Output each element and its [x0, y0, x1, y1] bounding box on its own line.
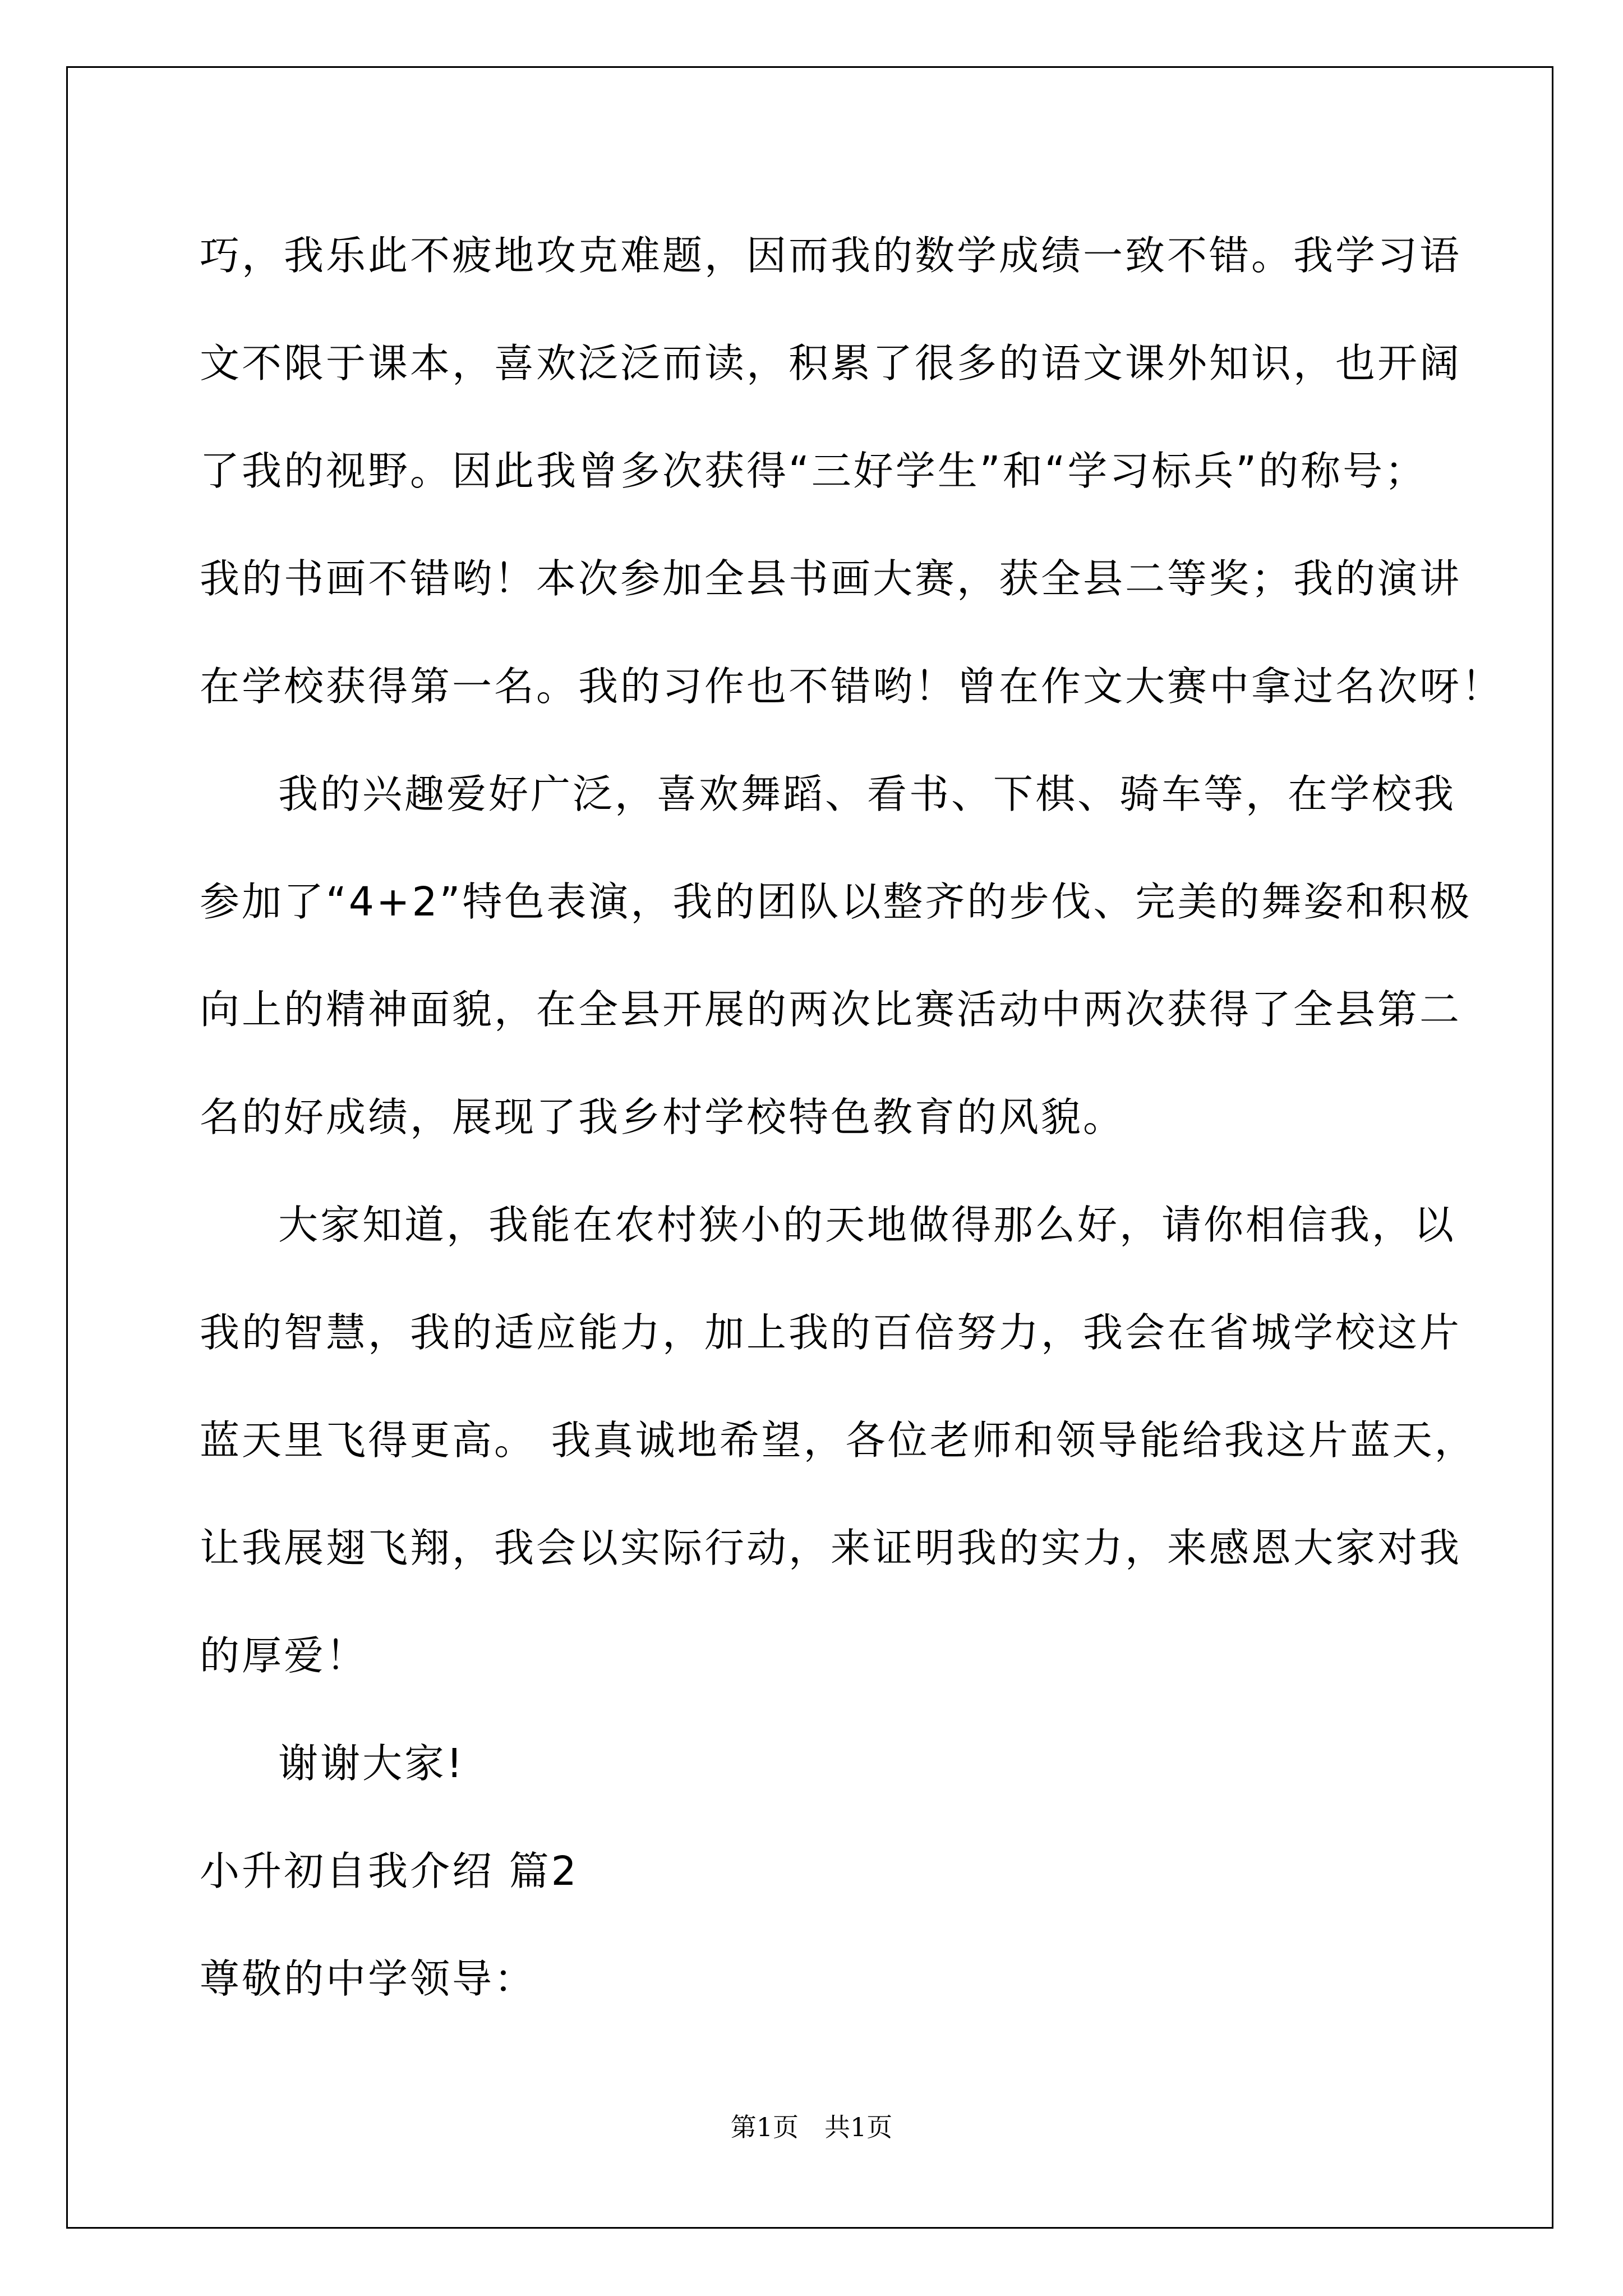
page-footer: 第1页 共1页 [730, 2112, 893, 2142]
text-line: 我的兴趣爱好广泛，喜欢舞蹈、看书、下棋、骑车等，在学校我 [278, 771, 1456, 817]
text-line: 在学校获得第一名。我的习作也不错哟！曾在作文大赛中拿过名次呀！ [200, 663, 1504, 710]
section-heading: 小升初自我介绍 篇2 [200, 1848, 579, 1894]
text-line: 参加了“4+2”特色表演，我的团队以整齐的步伐、完美的舞姿和积极 [200, 878, 1472, 925]
text-line: 巧，我乐此不疲地攻克难题，因而我的数学成绩一致不错。我学习语 [200, 232, 1462, 279]
text-line: 蓝天里飞得更高。 我真诚地希望，各位老师和领导能给我这片蓝天， [200, 1417, 1477, 1464]
text-line: 了我的视野。因此我曾多次获得“三好学生”和“学习标兵”的称号； [200, 448, 1427, 494]
document-body [200, 202, 1504, 2033]
text-line: 我的书画不错哟！本次参加全县书画大赛，获全县二等奖；我的演讲 [200, 555, 1462, 602]
text-line: 文不限于课本，喜欢泛泛而读，积累了很多的语文课外知识，也开阔 [200, 340, 1462, 386]
text-line: 名的好成绩，展现了我乡村学校特色教育的风貌。 [200, 1094, 1126, 1140]
text-line: 让我展翅飞翔，我会以实际行动，来证明我的实力，来感恩大家对我 [200, 1525, 1462, 1571]
text-line: 大家知道，我能在农村狭小的天地做得那么好，请你相信我，以 [278, 1202, 1456, 1248]
text-line: 向上的精神面貌，在全县开展的两次比赛活动中两次获得了全县第二 [200, 986, 1462, 1033]
text-line: 的厚爱！ [200, 1632, 368, 1679]
text-line: 谢谢大家! [278, 1740, 465, 1787]
text-line: 我的智慧，我的适应能力，加上我的百倍努力，我会在省城学校这片 [200, 1309, 1462, 1356]
salutation: 尊敬的中学领导： [200, 1955, 537, 2002]
